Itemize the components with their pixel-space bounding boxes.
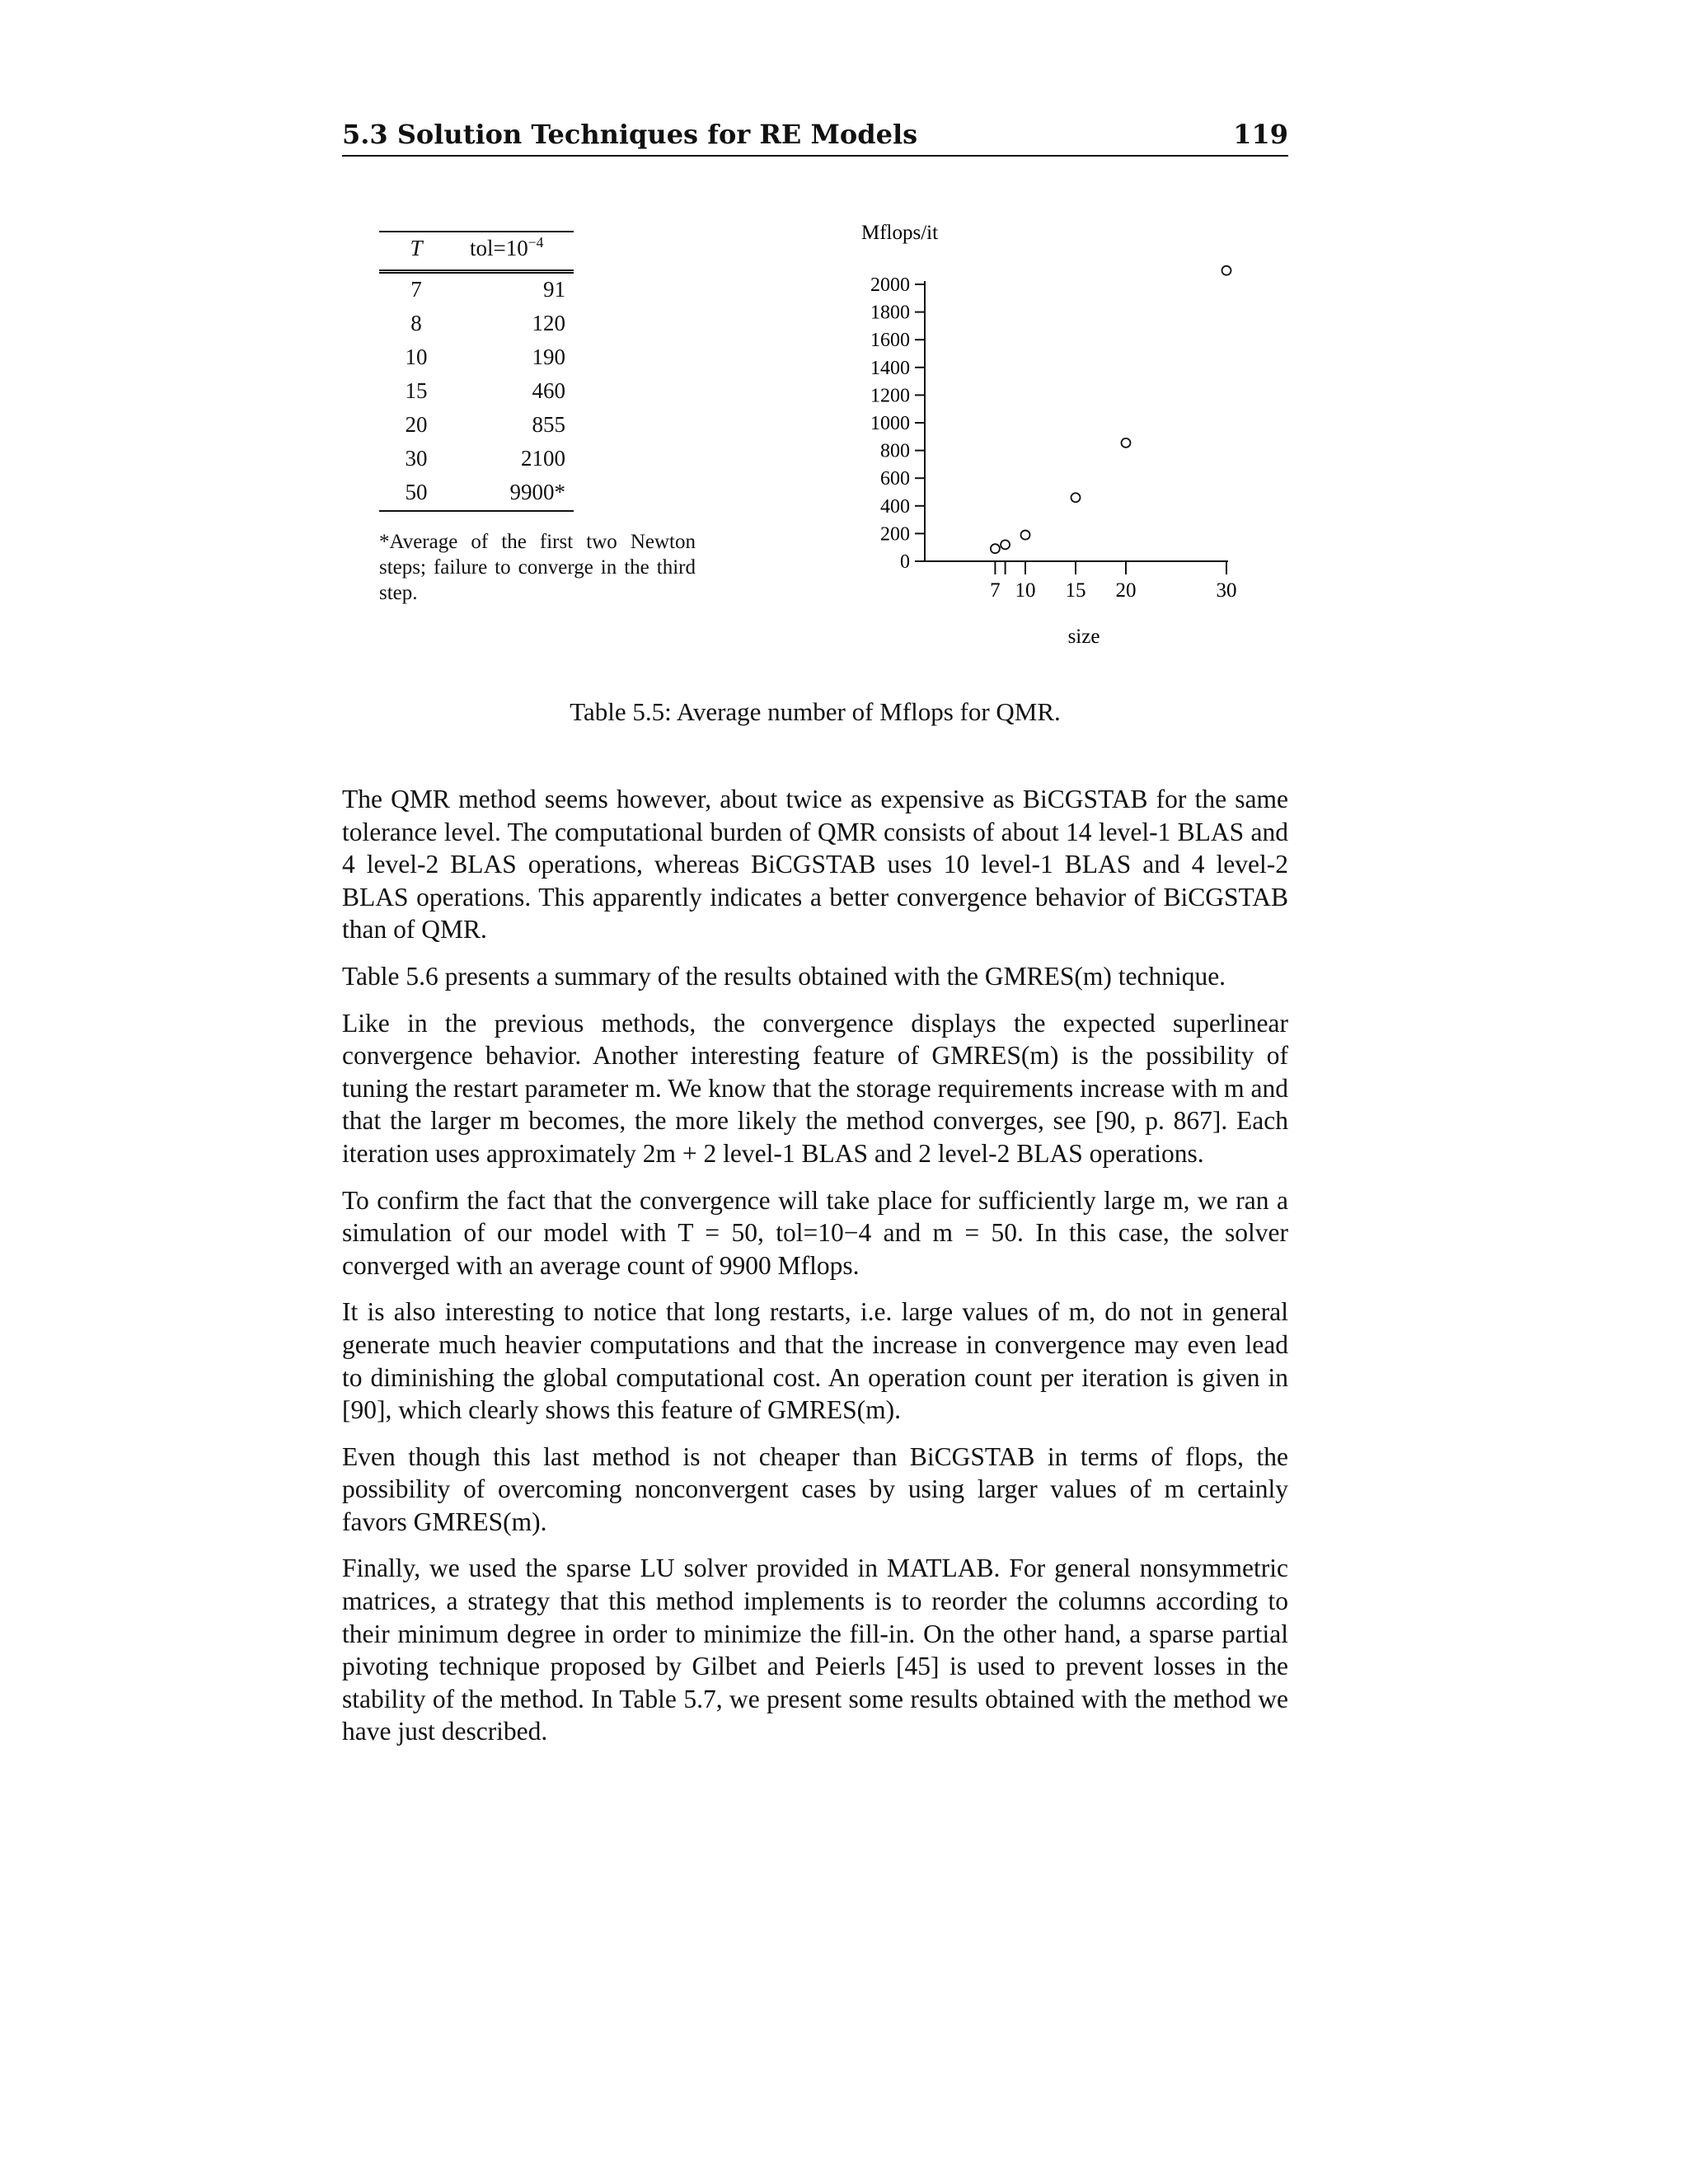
cell-t: 50 — [405, 480, 428, 504]
y-tick-label: 1600 — [870, 330, 910, 352]
paragraph: Like in the previous methods, the convergence displays the expected superlinear convergence behavior. Another interesting feature of GMRES(m) is the possibility of tuning the restart parameter m. We know that the storage requirements increase with m and that the larger m becomes, the more likely the method converges, see [90, p. 867]. Each iteration uses approximately 2m + 2 level-1 BLAS and 2 level-2 BLAS operations. — [342, 1008, 1288, 1168]
y-tick-label: 1000 — [870, 413, 910, 434]
x-axis-label: size — [1067, 626, 1100, 648]
table-row — [379, 409, 574, 443]
paragraph: Finally, we used the sparse LU solver provided in MATLAB. For general nonsymmetric matrices, a strategy that this method implements is to reorder the columns according to their minimum degree in order to minimize the fill-in. On the other hand, a sparse partial pivoting technique proposed by Gilbet and Peierls [45] is used to prevent losses in the stability of the method. In Table 5.7, we present some results obtained with the method we have just described. — [342, 1554, 1288, 1746]
x-tick-label: 20 — [1115, 579, 1137, 602]
y-tick-label: 0 — [900, 551, 910, 573]
cell-t: 20 — [405, 412, 428, 437]
y-tick-label: 600 — [880, 468, 910, 490]
paragraph: Table 5.6 presents a summary of the results obtained with the GMRES(m) technique. — [342, 961, 1226, 991]
column-header-tol: $tol=10^{-4}$ — [470, 234, 544, 260]
cell-value: 460 — [532, 378, 565, 403]
cell-value: 2100 — [521, 446, 565, 471]
data-point — [1122, 438, 1131, 448]
table-row — [379, 375, 574, 409]
cell-t: 7 — [410, 277, 422, 302]
paragraph: The QMR method seems however, about twice as expensive as BiCGSTAB for the same tolerance level. The computational burden of QMR consists of about 14 level-1 BLAS and 4 level-2 BLAS operations, whereas BiCGSTAB uses 10 level-1 BLAS and 4 level-2 BLAS operations. This apparently indicates a better convergence behavior of BiCGSTAB than of QMR. — [342, 785, 1288, 944]
y-tick-label: 1200 — [870, 385, 910, 407]
data-point — [1222, 266, 1231, 275]
body-text — [342, 783, 1288, 1762]
cell-value: 190 — [532, 344, 565, 369]
x-tick-label: 10 — [1015, 579, 1036, 602]
cell-value: 9900* — [509, 480, 565, 504]
x-tick-label: 15 — [1065, 579, 1086, 602]
mflops-table — [379, 231, 574, 512]
cell-value: 91 — [543, 277, 565, 302]
mflops-scatter-chart — [824, 210, 1286, 655]
table-header-row — [379, 232, 574, 272]
y-tick-label: 2000 — [870, 274, 910, 296]
table-footnote: *Average of the first two Newton steps; failure to converge in the third step. — [379, 531, 696, 604]
paragraph: It is also interesting to notice that long restarts, i.e. large values of m, do not in general generate much heavier computations and that the increase in convergence may even lead to diminishing the global computational cost. An operation count per iteration is given in [90], which clearly shows this feature of GMRES(m). — [342, 1297, 1288, 1425]
cell-t: 15 — [405, 378, 428, 403]
cell-t: 10 — [405, 344, 428, 369]
cell-value: 120 — [532, 311, 565, 335]
data-point — [991, 544, 1000, 553]
paragraph: Even though this last method is not cheaper than BiCGSTAB in terms of flops, the possibility of overcoming nonconvergent cases by using larger values of m certainly favors GMRES(m). — [342, 1441, 1288, 1536]
data-point — [1021, 531, 1030, 540]
cell-value: 855 — [532, 412, 565, 437]
plot-area — [870, 266, 1237, 602]
cell-t: 30 — [405, 446, 428, 471]
table-row — [379, 476, 574, 511]
y-tick-label: 800 — [880, 440, 910, 462]
table-row — [379, 307, 574, 341]
page-number: 119 — [1233, 119, 1288, 150]
cell-t: 8 — [410, 311, 422, 335]
data-point — [1071, 493, 1081, 502]
table-row — [379, 443, 574, 476]
y-axis-label: Mflops/it — [861, 222, 939, 244]
running-header — [342, 119, 1288, 157]
y-tick-label: 200 — [880, 523, 910, 546]
y-tick-label: 1400 — [870, 357, 910, 379]
table-row — [379, 272, 574, 308]
table-body — [379, 272, 574, 512]
section-title: 5.3 Solution Techniques for RE Models — [342, 119, 918, 150]
column-header-t: T — [410, 236, 423, 260]
paragraph: To confirm the fact that the convergence will take place for sufficiently large m, we ran a simulation of our model with T = 50, tol=10−4 and m = 50. In this case, the solver converged with an average count of 9900 Mflops. — [342, 1185, 1288, 1280]
x-tick-label: 30 — [1216, 579, 1237, 602]
x-tick-label: 7 — [990, 579, 1001, 602]
y-tick-label: 1800 — [870, 302, 910, 324]
data-point — [1001, 540, 1010, 549]
table-caption: Table 5.5: Average number of Mflops for QMR. — [570, 697, 1061, 726]
y-tick-label: 400 — [880, 495, 910, 518]
table-row — [379, 341, 574, 375]
